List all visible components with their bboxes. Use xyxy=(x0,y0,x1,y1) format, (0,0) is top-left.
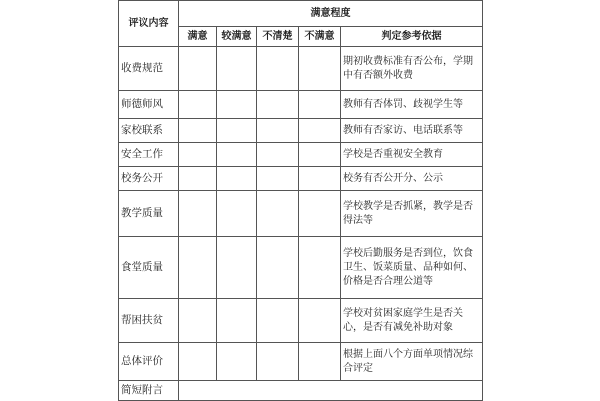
rating-cell[interactable] xyxy=(179,237,217,299)
rating-cell[interactable] xyxy=(299,191,341,237)
row-basis: 学校是否重视安全教育 xyxy=(341,143,483,167)
header-level-satisfied: 满意 xyxy=(179,27,217,47)
rating-cell[interactable] xyxy=(179,91,217,119)
rating-cell[interactable] xyxy=(299,91,341,119)
header-level-unclear: 不清楚 xyxy=(257,27,299,47)
table-row xyxy=(119,47,483,91)
rating-cell[interactable] xyxy=(257,47,299,91)
survey-table xyxy=(118,0,483,401)
rating-cell[interactable] xyxy=(179,167,217,191)
rating-cell[interactable] xyxy=(217,237,257,299)
table-row xyxy=(119,143,483,167)
rating-cell[interactable] xyxy=(299,47,341,91)
row-label: 食堂质量 xyxy=(119,237,179,299)
rating-cell[interactable] xyxy=(179,299,217,343)
rating-cell[interactable] xyxy=(257,119,299,143)
rating-cell[interactable] xyxy=(179,143,217,167)
row-basis: 根据上面八个方面单项情况综合评定 xyxy=(341,343,483,381)
rating-cell[interactable] xyxy=(217,119,257,143)
rating-cell[interactable] xyxy=(217,299,257,343)
comment-field[interactable] xyxy=(179,381,483,401)
header-basis: 判定参考依据 xyxy=(341,27,483,47)
table-row xyxy=(119,191,483,237)
row-label: 校务公开 xyxy=(119,167,179,191)
rating-cell[interactable] xyxy=(257,237,299,299)
survey-form xyxy=(118,0,482,400)
rating-cell[interactable] xyxy=(299,299,341,343)
row-label: 安全工作 xyxy=(119,143,179,167)
rating-cell[interactable] xyxy=(257,167,299,191)
header-satisfaction: 满意程度 xyxy=(179,1,483,27)
rating-cell[interactable] xyxy=(179,191,217,237)
rating-cell[interactable] xyxy=(257,91,299,119)
row-label: 帮困扶贫 xyxy=(119,299,179,343)
rating-cell[interactable] xyxy=(257,343,299,381)
row-label: 收费规范 xyxy=(119,47,179,91)
rating-cell[interactable] xyxy=(299,119,341,143)
rating-cell[interactable] xyxy=(299,167,341,191)
rating-cell[interactable] xyxy=(299,343,341,381)
row-label: 教学质量 xyxy=(119,191,179,237)
rating-cell[interactable] xyxy=(217,167,257,191)
row-basis: 学校教学是否抓紧，教学是否得法等 xyxy=(341,191,483,237)
rating-cell[interactable] xyxy=(257,299,299,343)
table-row xyxy=(119,119,483,143)
table-row xyxy=(119,299,483,343)
row-basis: 教师有否家访、电话联系等 xyxy=(341,119,483,143)
rating-cell[interactable] xyxy=(217,47,257,91)
rating-cell[interactable] xyxy=(217,143,257,167)
rating-cell[interactable] xyxy=(299,237,341,299)
rating-cell[interactable] xyxy=(217,343,257,381)
row-basis: 学校对贫困家庭学生是否关心，是否有减免补助对象 xyxy=(341,299,483,343)
comment-row xyxy=(119,381,483,401)
header-content: 评议内容 xyxy=(119,1,179,47)
header-level-unsatisfied: 不满意 xyxy=(299,27,341,47)
table-row xyxy=(119,91,483,119)
rating-cell[interactable] xyxy=(179,47,217,91)
rating-cell[interactable] xyxy=(179,119,217,143)
rating-cell[interactable] xyxy=(257,191,299,237)
row-label: 总体评价 xyxy=(119,343,179,381)
header-level-fairly-satisfied: 较满意 xyxy=(217,27,257,47)
rating-cell[interactable] xyxy=(217,191,257,237)
rating-cell[interactable] xyxy=(179,343,217,381)
rating-cell[interactable] xyxy=(257,143,299,167)
table-row xyxy=(119,343,483,381)
rating-cell[interactable] xyxy=(299,143,341,167)
row-basis: 学校后勤服务是否到位，饮食卫生、饭菜质量、品种如何、价格是否合理公道等 xyxy=(341,237,483,299)
comment-label: 简短附言 xyxy=(119,381,179,401)
row-basis: 期初收费标准有否公布，学期中有否额外收费 xyxy=(341,47,483,91)
row-label: 家校联系 xyxy=(119,119,179,143)
row-label: 师德师风 xyxy=(119,91,179,119)
rating-cell[interactable] xyxy=(217,91,257,119)
row-basis: 教师有否体罚、歧视学生等 xyxy=(341,91,483,119)
row-basis: 校务有否公开分、公示 xyxy=(341,167,483,191)
table-row xyxy=(119,237,483,299)
table-row xyxy=(119,167,483,191)
